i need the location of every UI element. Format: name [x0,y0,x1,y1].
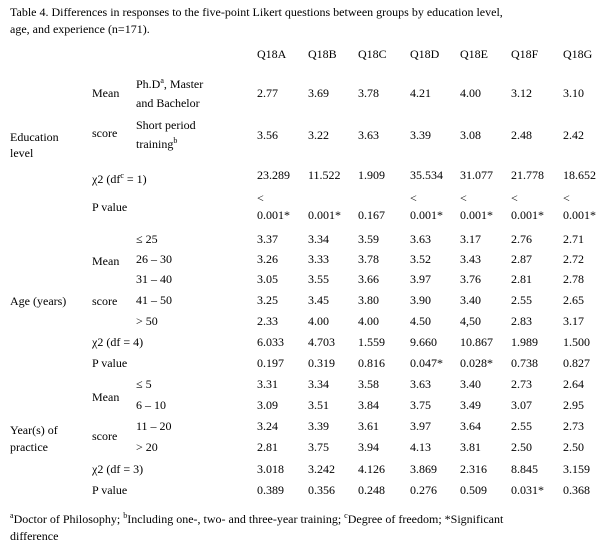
mean-label: Mean [92,254,120,268]
score-label: score [92,429,118,443]
footnote-marker: c [120,171,124,180]
education-p-prefix: < [460,191,467,205]
education-p-prefix: < [563,191,570,205]
education-p-cell: 0.167 [358,208,385,222]
chi-prefix: χ2 (df [92,172,121,186]
education-chi-cell: 23.289 [257,168,290,182]
education-phd-label [136,77,203,92]
age-chi-cell: 6.033 [257,335,284,349]
group-label-practice: Year(s) of [10,423,58,437]
age-cell: 2.55 [511,293,532,307]
practice-cell: 2.81 [257,440,278,454]
score-label: score [92,126,118,140]
education-p-cell: 0.001* [308,208,341,222]
footnote-a-marker: a [10,511,14,520]
education-phd-cell: 3.10 [563,86,584,100]
age-cell: 3.76 [460,272,481,286]
practice-row-label: > 20 [136,440,158,454]
column-header: Q18C [358,47,387,61]
age-row-label: ≤ 25 [136,232,158,246]
age-cell: 3.55 [308,272,329,286]
group-label-education: Education [10,130,59,144]
age-chi-cell: 1.989 [511,335,538,349]
age-cell: 3.78 [358,252,379,266]
education-phd-label: and Bachelor [136,96,200,110]
education-p-cell: 0.001* [257,208,290,222]
practice-row-label: 6 – 10 [136,398,166,412]
education-p-cell: 0.001* [460,208,493,222]
age-cell: 2.83 [511,314,532,328]
education-p-cell: 0.001* [410,208,443,222]
practice-cell: 3.58 [358,377,379,391]
education-short-cell: 3.08 [460,128,481,142]
chi-label: χ2 (df = 4) [92,335,144,349]
p-label: P value [92,200,128,214]
age-p-cell: 0.028* [460,356,493,370]
chi-suffix: = 1) [123,172,147,186]
practice-p-cell: 0.356 [308,483,335,497]
age-row-label: 26 – 30 [136,252,172,266]
practice-chi-cell: 3.018 [257,462,284,476]
column-header: Q18A [257,47,287,61]
column-header: Q18F [511,47,539,61]
footnote-a-text: Doctor of Philosophy; [13,512,124,526]
age-cell: 2.76 [511,232,532,246]
short-text: training [136,137,174,151]
age-cell: 2.33 [257,314,278,328]
practice-cell: 3.84 [358,398,379,412]
education-chi-cell: 31.077 [460,168,493,182]
age-chi-cell: 1.559 [358,335,385,349]
age-cell: 3.52 [410,252,431,266]
practice-cell: 3.63 [410,377,431,391]
practice-chi-cell: 3.242 [308,462,335,476]
practice-cell: 4.13 [410,440,431,454]
age-cell: 3.34 [308,232,329,246]
score-label: score [92,294,118,308]
age-row-label: 41 – 50 [136,293,172,307]
mean-label: Mean [92,390,120,404]
mean-label: Mean [92,86,120,100]
practice-cell: 3.94 [358,440,379,454]
p-label: P value [92,483,128,497]
caption-line-1: Table 4. Differences in responses to the five-point Likert questions between groups by education level, [10,5,503,19]
age-row-label: > 50 [136,314,158,328]
practice-cell: 3.75 [308,440,329,454]
phd-text-rest: , Master [163,77,204,91]
age-cell: 3.59 [358,232,379,246]
table-caption [10,4,610,38]
age-cell: 3.43 [460,252,481,266]
chi-label: χ2 (df = 3) [92,462,144,476]
education-phd-cell: 3.78 [358,86,379,100]
education-short-cell: 3.22 [308,128,329,142]
practice-chi-cell: 2.316 [460,462,487,476]
age-p-cell: 0.738 [511,356,538,370]
column-header: Q18D [410,47,440,61]
age-cell: 3.26 [257,252,278,266]
age-cell: 2.72 [563,252,584,266]
education-short-label: Short period [136,118,196,132]
chi-label [92,172,147,187]
practice-cell: 2.64 [563,377,584,391]
age-chi-cell: 10.867 [460,335,493,349]
practice-cell: 3.51 [308,398,329,412]
footnote-marker: a [160,76,164,85]
education-short-cell: 3.63 [358,128,379,142]
education-chi-cell: 35.534 [410,168,443,182]
age-row-label: 31 – 40 [136,272,172,286]
practice-cell: 3.61 [358,419,379,433]
education-chi-cell: 18.652 [563,168,596,182]
practice-p-cell: 0.389 [257,483,284,497]
practice-chi-cell: 3.159 [563,462,590,476]
practice-cell: 3.81 [460,440,481,454]
practice-p-cell: 0.509 [460,483,487,497]
practice-row-label: 11 – 20 [136,419,172,433]
education-phd-cell: 2.77 [257,86,278,100]
age-p-cell: 0.816 [358,356,385,370]
practice-p-cell: 0.368 [563,483,590,497]
column-header: Q18G [563,47,593,61]
practice-cell: 2.55 [511,419,532,433]
age-cell: 3.17 [460,232,481,246]
practice-cell: 3.64 [460,419,481,433]
age-cell: 3.05 [257,272,278,286]
age-cell: 2.87 [511,252,532,266]
practice-p-cell: 0.031* [511,483,544,497]
practice-cell: 3.75 [410,398,431,412]
practice-cell: 3.09 [257,398,278,412]
age-p-cell: 0.197 [257,356,284,370]
education-p-cell: 0.001* [511,208,544,222]
age-p-cell: 0.319 [308,356,335,370]
education-p-prefix: < [410,191,417,205]
footnote-c-text: Degree of freedom; *Significant [347,512,504,526]
practice-chi-cell: 8.845 [511,462,538,476]
education-phd-cell: 3.69 [308,86,329,100]
practice-cell: 3.24 [257,419,278,433]
footnote-line-1 [10,511,610,528]
education-p-prefix: < [511,191,518,205]
education-short-cell: 2.48 [511,128,532,142]
group-label-age: Age (years) [10,294,67,308]
age-cell: 4.00 [358,314,379,328]
age-cell: 3.80 [358,293,379,307]
practice-cell: 3.40 [460,377,481,391]
practice-cell: 3.49 [460,398,481,412]
education-chi-cell: 21.778 [511,168,544,182]
practice-cell: 2.73 [563,419,584,433]
age-cell: 3.63 [410,232,431,246]
footnote-b-text: Including one-, two- and three-year training; [127,512,345,526]
age-chi-cell: 9.660 [410,335,437,349]
age-chi-cell: 1.500 [563,335,590,349]
footnote-marker: b [173,136,178,145]
age-cell: 2.78 [563,272,584,286]
age-cell: 3.45 [308,293,329,307]
age-p-cell: 0.827 [563,356,590,370]
column-header: Q18E [460,47,488,61]
age-cell: 2.81 [511,272,532,286]
practice-row-label: ≤ 5 [136,377,152,391]
practice-chi-cell: 4.126 [358,462,385,476]
age-cell: 3.25 [257,293,278,307]
age-cell: 3.33 [308,252,329,266]
practice-cell: 2.50 [563,440,584,454]
education-chi-cell: 11.522 [308,168,341,182]
phd-text: Ph.D [136,77,161,91]
education-short-cell: 3.39 [410,128,431,142]
age-cell: 4.50 [410,314,431,328]
age-cell: 3.97 [410,272,431,286]
practice-chi-cell: 3.869 [410,462,437,476]
footnote-line-2: difference [10,529,59,543]
age-cell: 2.71 [563,232,584,246]
practice-p-cell: 0.276 [410,483,437,497]
age-cell: 4.00 [308,314,329,328]
age-cell: 3.90 [410,293,431,307]
p-label: P value [92,356,128,370]
caption-line-2: age, and experience (n=171). [10,22,150,36]
practice-cell: 3.34 [308,377,329,391]
column-header: Q18B [308,47,337,61]
practice-cell: 3.07 [511,398,532,412]
practice-cell: 3.31 [257,377,278,391]
education-phd-cell: 4.21 [410,86,431,100]
age-p-cell: 0.047* [410,356,443,370]
age-cell: 4,50 [460,314,481,328]
education-phd-cell: 4.00 [460,86,481,100]
age-cell: 3.17 [563,314,584,328]
footnote-c-marker: c [344,511,348,520]
practice-cell: 2.73 [511,377,532,391]
practice-cell: 3.39 [308,419,329,433]
practice-cell: 3.97 [410,419,431,433]
education-short-cell: 2.42 [563,128,584,142]
footnote-b-marker: b [123,511,128,520]
education-p-prefix: < [257,191,264,205]
practice-cell: 2.95 [563,398,584,412]
age-cell: 3.66 [358,272,379,286]
practice-p-cell: 0.248 [358,483,385,497]
table-footnote [10,511,610,545]
education-chi-cell: 1.909 [358,168,385,182]
practice-cell: 2.50 [511,440,532,454]
education-phd-cell: 3.12 [511,86,532,100]
education-short-label [136,137,177,152]
education-p-cell: 0.001* [563,208,596,222]
group-label-practice: practice [10,440,48,454]
age-cell: 3.37 [257,232,278,246]
education-short-cell: 3.56 [257,128,278,142]
age-cell: 2.65 [563,293,584,307]
age-cell: 3.40 [460,293,481,307]
age-chi-cell: 4.703 [308,335,335,349]
group-label-education: level [10,146,34,160]
